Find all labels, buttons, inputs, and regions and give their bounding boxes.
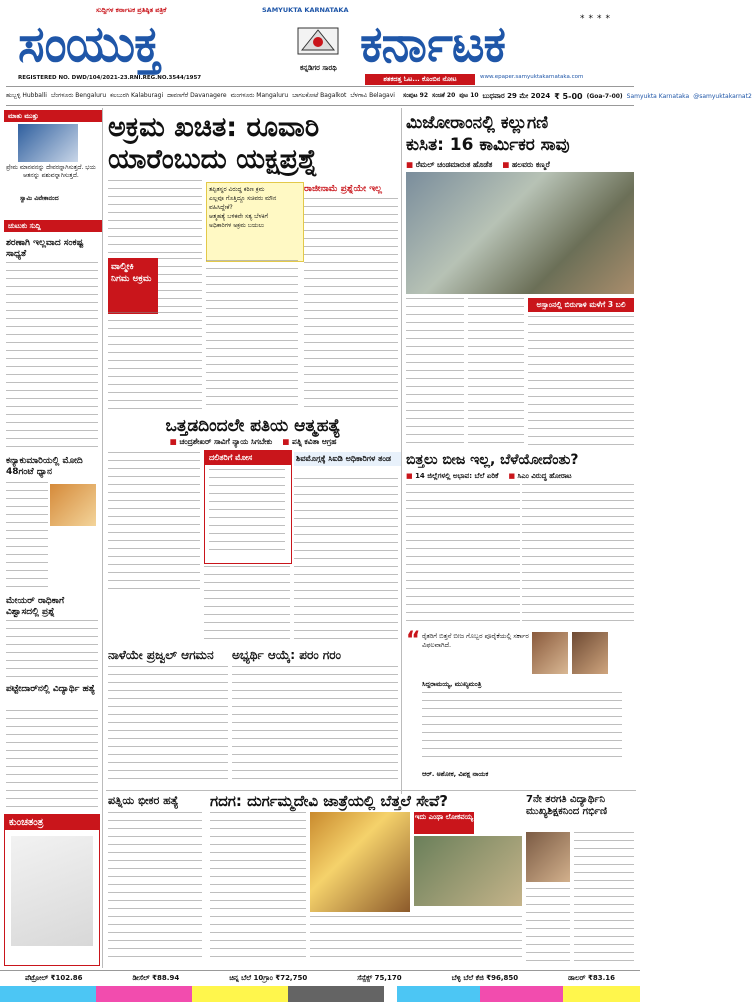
right-top-subs: ■ ರೆಮಲ್ ಚಂಡಮಾರುತ ಹೊಡೆತ ■ ಹಲವರು ಕಣ್ಮರೆ	[406, 160, 550, 169]
masthead-stars: ****	[580, 14, 614, 24]
mid-story-4-title[interactable]: ಅಭ್ಯರ್ಥಿ ಆಯ್ಕೆ: ಪರಂ ಗರಂ	[232, 648, 341, 662]
lead-subhead: ರಾಜೀನಾಮೆ ಪ್ರಶ್ನೆಯೇ ಇಲ್ಲ	[304, 184, 382, 194]
lead-side-badge: ವಾಲ್ಮೀಕಿ ನಿಗಮ ಅಕ್ರಮ	[108, 258, 158, 314]
mid-body-col-2	[204, 566, 290, 644]
left-story-2-body	[6, 482, 48, 592]
bottom-right-title[interactable]: 7ನೇ ತರಗತಿ ವಿದ್ಯಾರ್ಥಿನಿ ಮುಖ್ಯಶಿಕ್ಷಕನಿಂದ ಗರ್ಭಿಣಿ	[526, 794, 608, 817]
print-color-bar	[0, 986, 640, 1002]
left-story-3-body	[6, 620, 98, 680]
lead-body-col-1-bottom	[108, 312, 202, 412]
masthead-english-name: SAMYUKTA KARNATAKA	[262, 6, 349, 14]
pages: ಪುಟ 10	[459, 92, 479, 99]
right-mid-subs: ■ 14 ಜಿಲ್ಲೆಗಳಲ್ಲಿ ಅಭಾವ: ಬೆಲೆ ಏರಿಕೆ ■ ಸಿಎಂ ವಿರುದ್ಧ ಹೋರಾಟ	[406, 472, 572, 480]
right-top-sub-1: ರೆಮಲ್ ಚಂಡಮಾರುತ ಹೊಡೆತ	[415, 160, 493, 169]
left-story-4-body	[6, 710, 98, 810]
lead-body-col-3	[304, 198, 398, 412]
mid-story-4-body	[232, 666, 398, 784]
bottom-right-body-2	[526, 888, 570, 962]
lead-bullet-2: ಎಲ್ಲವೂ ಗೊತ್ತಿದ್ದೂ ಸಚಿವರು ಮೌನ ವಹಿಸಿದ್ದೇಕೆ?	[209, 195, 277, 211]
lead-banner-sub-2: ಪತ್ನಿ ಕವಿತಾ ಆಗ್ರಹ	[292, 437, 337, 446]
bottom-center-body	[210, 812, 306, 962]
edition-1: ಹುಬ್ಬಳ್ಳಿ Hubballi	[6, 92, 47, 99]
mid-story-3-title[interactable]: ನಾಳೆಯೇ ಪ್ರಜ್ವಲ್ ಆಗಮನ	[108, 648, 214, 662]
right-mid-photo-opp	[572, 632, 608, 674]
left-story-3-title[interactable]: ಮೇಯರ್ ರಾಧಿಕಾಗೆ ವಿಶ್ವಾಸದಲ್ಲಿ ಪ್ರಶ್ನೆ	[6, 596, 65, 617]
kunchatantra-cartoon-box	[4, 814, 100, 966]
right-top-photo-landslide	[406, 172, 634, 294]
bottom-center-body-2	[310, 916, 522, 964]
left-quote-header: ಮಾತು ಮುತ್ತು	[4, 110, 102, 122]
masthead-registration: REGISTERED NO. DWD/104/2021-23.RNI.REG.NO.3544/1957	[18, 75, 202, 81]
lead-bullet-3: ಆತ್ಮಹತ್ಯೆ ಬಳಿಕವೇ ಸತ್ಯ ಬೆಳಕಿಗೆ	[209, 213, 269, 220]
masthead-title-left: ಸಂಯುಕ್ತ	[18, 15, 160, 73]
price: ₹ 5-00	[554, 91, 583, 101]
masthead-red-strip: ಶತಕದತ್ತ ಓಟ... ಕೊಂಬಿನ ನೋಟ	[365, 74, 475, 85]
quote-mark-icon: “	[406, 628, 421, 653]
left-quote-text: ಪ್ರೇಮ ಮಾನವನನ್ನು ದೇವರನ್ನಾಗಿಸುತ್ತದೆ. ಭಯ ಆತನನ್ನು ಪಶುವನ್ನಾಗಿಸುತ್ತದೆ.	[6, 164, 96, 179]
edition-row	[6, 86, 752, 106]
right-mid-sub-2: ಸಿಎಂ ವಿರುದ್ಧ ಹೋರಾಟ	[517, 472, 572, 480]
market-strip	[0, 970, 640, 985]
issue: ಸಂಚಿಕೆ 20	[432, 92, 456, 99]
masthead-emblem-icon	[290, 20, 346, 62]
lead-headline-line-1[interactable]: ಅಕ್ರಮ ಖಚಿತ: ರೂವಾರಿ	[108, 112, 320, 143]
bottom-right-photo	[526, 832, 570, 882]
mid-body-col-1	[108, 452, 200, 592]
masthead-title-right: ಕರ್ನಾಟಕ	[360, 15, 505, 73]
social-twitter[interactable]: @samyuktakarnat2	[693, 92, 752, 100]
edition-6: ಬಾಗಲಕೋಟೆ Bagalkot	[292, 92, 347, 99]
right-mid-quotes	[406, 628, 634, 788]
right-top-headline-line-2[interactable]: ಕುಸಿತ: 16 ಕಾರ್ಮಿಕರ ಸಾವು	[406, 135, 570, 155]
edition-5: ಮಂಗಳೂರು Mangaluru	[230, 92, 289, 99]
lead-body-col-2	[206, 260, 298, 412]
bottom-center-badge: ಇದು ಎಂಥಾ ಲೋಕವಯ್ಯ	[414, 812, 474, 834]
lead-banner-sub-1: ಚಂದ್ರಶೇಖರ್ ಸಾವಿಗೆ ನ್ಯಾಯ ಸಿಗಬೇಕು	[179, 437, 273, 446]
lead-banner-subs: ■ ಚಂದ್ರಶೇಖರ್ ಸಾವಿಗೆ ನ್ಯಾಯ ಸಿಗಬೇಕು ■ ಪತ್ನಿ ಕವಿತಾ ಆಗ್ರಹ	[169, 437, 337, 446]
left-story-1-body	[6, 262, 98, 452]
right-top-side-body	[528, 316, 634, 448]
masthead-website[interactable]: www.epaper.samyuktakarnataka.com	[480, 74, 584, 80]
right-top-headline-line-1[interactable]: ಮಿಜೋರಾಂನಲ್ಲಿ ಕಲ್ಲುಗಣಿ	[406, 113, 549, 133]
edition-3: ಕಲಬುರಗಿ Kalaburagi	[110, 92, 164, 99]
mid-story-2-body	[294, 478, 398, 644]
lead-headline-line-2[interactable]: ಯಾರೆಂಬುದು ಯಕ್ಷಪ್ರಶ್ನೆ	[108, 144, 318, 175]
date: ಬುಧವಾರ 29 ಮೇ 2024	[482, 91, 551, 100]
right-mid-headline[interactable]: ಬಿತ್ತಲು ಬೀಜ ಇಲ್ಲ, ಬೆಳೆಯೋದೆಂತು?	[406, 452, 579, 468]
right-mid-quote-1-author: ಸಿದ್ದರಾಮಯ್ಯ, ಮುಖ್ಯಮಂತ್ರಿ	[422, 680, 482, 688]
lead-body-col-1-top	[108, 180, 202, 255]
kunchatantra-header: ಕುಂಚತಂತ್ರ	[5, 815, 99, 830]
mid-story-1-box	[204, 450, 292, 564]
right-top-body-2	[468, 298, 524, 448]
market-silver: ಬೆಳ್ಳಿ ಬೆಲೆ ಕೆಜಿ ₹96,850	[451, 973, 519, 982]
bottom-center-title[interactable]: ಗದಗ: ದುರ್ಗಮ್ಮದೇವಿ ಜಾತ್ರೆಯಲ್ಲಿ ಬೆತ್ತಲೆ ಸೇವೆ?	[210, 792, 448, 810]
left-story-4-title[interactable]: ಪಟ್ಟೇದಾರ್‌ನಲ್ಲಿ ವಿದ್ಯಾರ್ಥಿ ಹತ್ಯೆ	[6, 684, 96, 694]
right-mid-quote-2-body	[422, 692, 622, 764]
left-quote-photo	[18, 124, 78, 162]
chutuku-header: ಚುಟುಕು ಸುದ್ದಿ	[4, 220, 102, 232]
market-dollar: ಡಾಲರ್ ₹83.16	[568, 973, 615, 982]
market-gold: ಚಿನ್ನ ಬೆಲೆ 10ಗ್ರಾಂ ₹72,750	[229, 973, 308, 982]
right-mid-quote-2-author: ಆರ್. ಅಶೋಕ, ವಿಪಕ್ಷ ನಾಯಕ	[422, 770, 489, 778]
left-story-1-title[interactable]: ಶರಣಾಗಿ ಇಲ್ಲವಾದ ಸಂಕಷ್ಟ ಸಾಧ್ಯತೆ	[6, 238, 84, 259]
right-mid-photo-cm	[532, 632, 568, 674]
right-top-body-1	[406, 298, 464, 448]
price-goa: (Goa-7-00)	[586, 92, 623, 100]
bottom-center-photo-2	[414, 836, 522, 906]
right-top-headline	[406, 112, 636, 156]
bottom-center-photo-1	[310, 812, 410, 912]
bottom-right-body	[574, 832, 634, 962]
lead-body-col-1-mid	[158, 258, 202, 308]
mid-story-3-body	[108, 666, 228, 784]
mid-story-1-title[interactable]: ದಲಿತರಿಗೆ ಮೋಸ	[205, 451, 291, 465]
right-mid-body-1	[406, 484, 520, 624]
cartoon-image	[11, 836, 93, 946]
right-mid-body-2	[522, 484, 634, 624]
masthead-motto: ಕನ್ನಡಿಗರ ಸಾರಥಿ	[300, 64, 337, 72]
mid-story-2-title[interactable]: ಶಿವಮೊಗ್ಗಕ್ಕೆ ಸಿಐಡಿ ಅಧಿಕಾರಿಗಳ ತಂಡ	[294, 452, 402, 466]
social-facebook[interactable]: Samyukta Karnataka	[626, 92, 690, 100]
volume: ಸಂಪುಟ 92	[402, 92, 429, 99]
left-story-2-photo	[50, 484, 96, 526]
bottom-left-title[interactable]: ಪತ್ನಿಯ ಭೀಕರ ಹತ್ಯೆ	[108, 794, 179, 807]
edition-4: ದಾವಣಗೆರೆ Davanagere	[167, 92, 227, 99]
left-story-2-title[interactable]: ಕನ್ಯಾಕುಮಾರಿಯಲ್ಲಿ ಮೋದಿ 48ಗಂಟೆ ಧ್ಯಾನ	[6, 456, 83, 477]
bottom-left-body	[108, 812, 202, 962]
edition-7: ಬೆಳಗಾವಿ Belagavi	[350, 92, 395, 99]
market-petrol: ಪೆಟ್ರೋಲ್ ₹102.86	[24, 973, 83, 982]
lead-bullets-box	[206, 182, 304, 262]
lead-bullet-4: ಅಧಿಕಾರಿಗಳ ಅಕ್ರಮ ಬಯಲು	[209, 222, 265, 229]
masthead-tagline: ಸುದ್ದಿಗಳ ಕರ್ನಾಟಕ ಪ್ರತಿಷ್ಠಿತ ಪತ್ರಿಕೆ	[96, 6, 167, 14]
right-top-sub-2: ಹಲವರು ಕಣ್ಮರೆ	[512, 160, 550, 169]
mid-story-1-body	[209, 469, 285, 557]
lead-banner[interactable]: ಒತ್ತಡದಿಂದಲೇ ಪತಿಯ ಆತ್ಮಹತ್ಯೆ	[165, 416, 341, 436]
market-diesel: ಡೀಸೆಲ್ ₹88.94	[132, 973, 180, 982]
lead-bullet-1: ತಪ್ಪಿತಸ್ಥರ ವಿರುದ್ಧ ಕಠಿಣ ಕ್ರಮ	[209, 186, 265, 193]
lead-headline	[108, 112, 398, 176]
right-top-side-title[interactable]: ಅಸ್ಸಾಂನಲ್ಲಿ ಬಿರುಗಾಳಿ ಮಳೆಗೆ 3 ಬಲಿ	[528, 298, 634, 312]
right-mid-quote-1: ರೈತರಿಗೆ ಬಿತ್ತನೆ ಬೀಜ ಗೊಬ್ಬರ ಪೂರೈಕೆಯಲ್ಲಿ ಸರ್ಕಾರ ವಿಫಲವಾಗಿದೆ.	[422, 632, 529, 649]
edition-2: ಬೆಂಗಳೂರು Bengaluru	[50, 92, 107, 99]
right-mid-sub-1: 14 ಜಿಲ್ಲೆಗಳಲ್ಲಿ ಅಭಾವ: ಬೆಲೆ ಏರಿಕೆ	[415, 472, 499, 480]
left-quote-author: ಸ್ವಾಮಿ ವಿವೇಕಾನಂದ	[20, 195, 59, 202]
market-sensex: ಸೆನ್ಸೆಕ್ಸ್ 75,170	[357, 973, 402, 982]
